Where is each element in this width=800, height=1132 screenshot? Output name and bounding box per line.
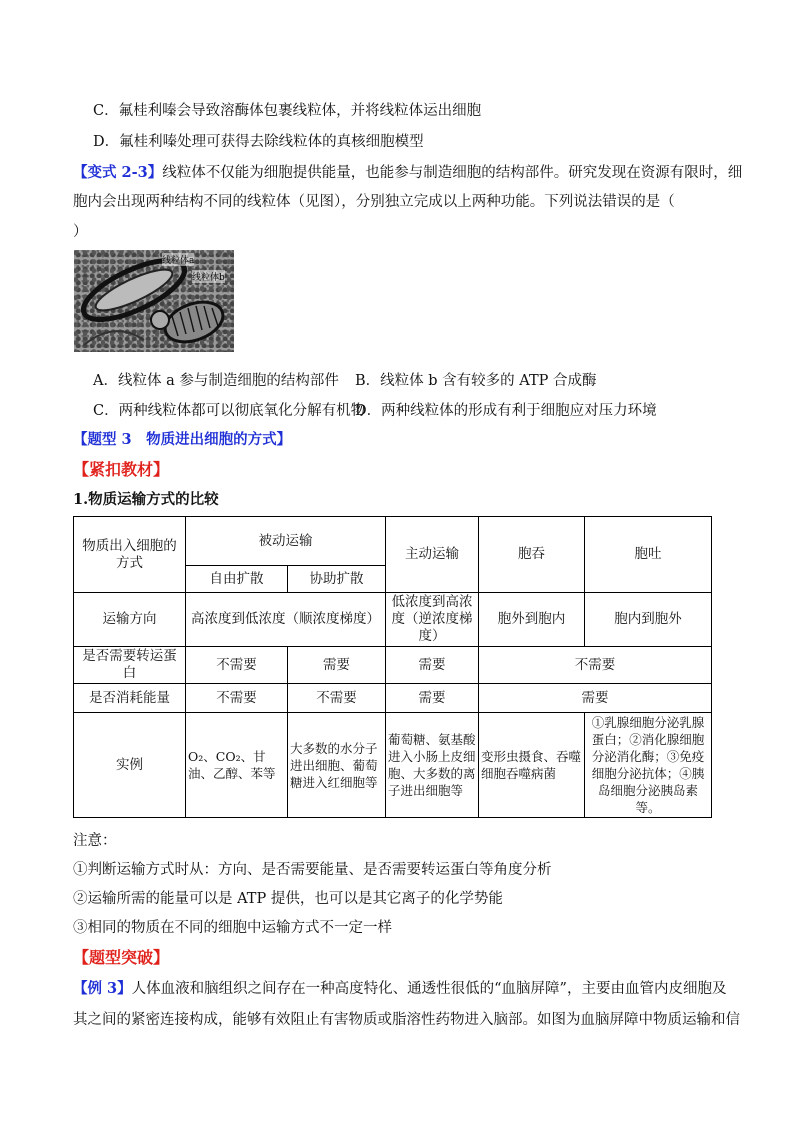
direction-endocytosis: 胞外到胞内: [479, 593, 585, 647]
variant-option-c: C．两种线粒体都可以彻底氧化分解有机物: [93, 403, 366, 419]
variant-tag: 【变式 2-3】: [73, 164, 163, 181]
header-exocytosis: 胞吐: [585, 517, 712, 593]
direction-passive: 高浓度到低浓度（顺浓度梯度）: [186, 593, 386, 647]
option-c: C．氟桂利嗪会导致溶酶体包裹线粒体，并将线粒体运出细胞: [93, 103, 482, 119]
example3-tag: 【例 3】: [73, 980, 132, 997]
note-1: ①判断运输方式时从：方向、是否需要能量、是否需要转运蛋白等角度分析: [73, 862, 552, 878]
example-facilitated: 大多数的水分子进出细胞、葡萄糖进入红细胞等: [288, 713, 386, 818]
variant-text-1: 线粒体不仅能为细胞提供能量，也能参与制造细胞的结构部件。研究发现在资源有限时，细: [162, 165, 743, 181]
row-direction-label: 运输方向: [74, 593, 186, 647]
row-carrier-label: 是否需要转运蛋白: [74, 647, 186, 684]
variant-option-a: A．线粒体 a 参与制造细胞的结构部件: [93, 373, 339, 389]
option-d: D．氟桂利嗪处理可获得去除线粒体的真核细胞模型: [93, 134, 424, 150]
example3-text-1: 人体血液和脑组织之间存在一种高度特化、通透性很低的“血脑屏障”，主要由血管内皮细胞及: [131, 981, 727, 997]
row-energy-label: 是否消耗能量: [74, 684, 186, 713]
header-mode: 物质出入细胞的方式: [74, 517, 186, 593]
header-facilitated-diffusion: 协助扩散: [288, 566, 386, 593]
example-exocytosis: ①乳腺细胞分泌乳腺蛋白；②消化腺细胞分泌消化酶；③免疫细胞分泌抗体；④胰岛细胞分泌胰岛素等。: [585, 713, 712, 818]
carrier-bulk: 不需要: [479, 647, 712, 684]
label-mitochondrion-a: 线粒体a: [162, 253, 194, 266]
carrier-facilitated: 需要: [288, 647, 386, 684]
example-active: 葡萄糖、氨基酸进入小肠上皮细胞、大多数的离子进出细胞等: [386, 713, 479, 818]
header-free-diffusion: 自由扩散: [186, 566, 288, 593]
subtitle: 1.物质运输方式的比较: [73, 491, 219, 508]
note-2: ②运输所需的能量可以是 ATP 提供，也可以是其它离子的化学势能: [73, 891, 503, 907]
header-endocytosis: 胞吞: [479, 517, 585, 593]
section-title: 【题型 3 物质进出细胞的方式】: [73, 431, 292, 448]
example3-text-2: 其之间的紧密连接构成，能够有效阻止有害物质或脂溶性药物进入脑部。如图为血脑屏障中物质运输和信: [73, 1012, 740, 1028]
row-example-label: 实例: [74, 713, 186, 818]
variant-text-3: ）: [73, 224, 88, 240]
example-endocytosis: 变形虫摄食、吞噬细胞吞噬病菌: [479, 713, 585, 818]
energy-bulk: 需要: [479, 684, 712, 713]
notes-heading: 注意：: [73, 833, 117, 849]
carrier-free: 不需要: [186, 647, 288, 684]
breakthrough-heading: 【题型突破】: [73, 948, 170, 967]
header-active: 主动运输: [386, 517, 479, 593]
direction-active: 低浓度到高浓度（逆浓度梯度）: [386, 593, 479, 647]
note-3: ③相同的物质在不同的细胞中运输方式不一定一样: [73, 920, 392, 936]
variant-text-2: 胞内会出现两种结构不同的线粒体（见图），分别独立完成以上两种功能。下列说法错误的是（: [73, 194, 675, 210]
example-free: O₂、CO₂、甘油、乙醇、苯等: [186, 713, 288, 818]
transport-comparison-table: [73, 516, 712, 818]
example3-paragraph: [73, 977, 726, 998]
label-mitochondrion-b: 线粒体b: [192, 270, 225, 283]
energy-active: 需要: [386, 684, 479, 713]
header-passive: 被动运输: [186, 517, 386, 566]
energy-facilitated: 不需要: [288, 684, 386, 713]
carrier-active: 需要: [386, 647, 479, 684]
textbook-heading: 【紧扣教材】: [73, 460, 170, 479]
direction-exocytosis: 胞内到胞外: [585, 593, 712, 647]
variant-option-d: D．两种线粒体的形成有利于细胞应对压力环境: [355, 403, 657, 419]
variant-option-b: B．线粒体 b 含有较多的 ATP 合成酶: [355, 373, 597, 389]
variant-paragraph: [73, 161, 742, 182]
mitochondria-micrograph: [74, 250, 234, 352]
energy-free: 不需要: [186, 684, 288, 713]
